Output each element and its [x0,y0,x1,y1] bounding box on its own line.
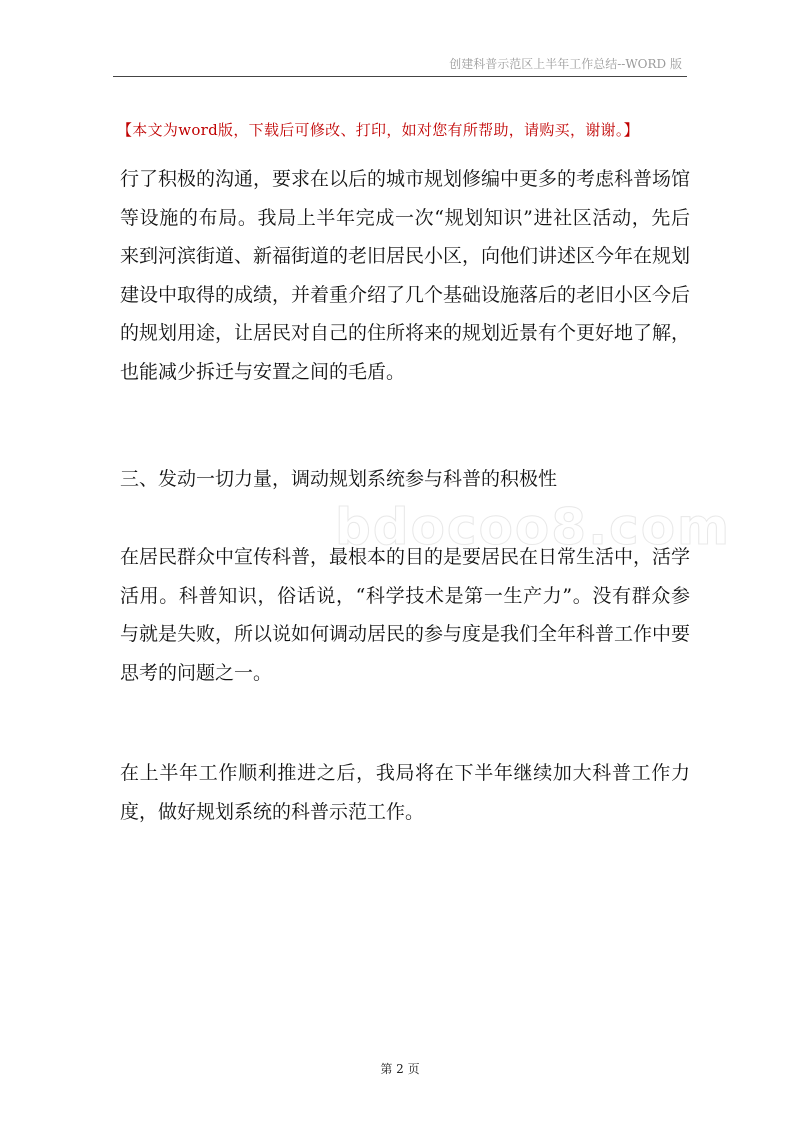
body-paragraph: 行了积极的沟通，要求在以后的城市规划修编中更多的考虑科普场馆等设施的布局。我局上半年完成一次“规划知识”进社区活动，先后来到河滨街道、新福街道的老旧居民小区，向他们讲述区今年在规划建设中取得的成绩，并着重介绍了几个基础设施落后的老旧小区今后的规划用途，让居民对自己的住所将来的规划近景有个更好地了解，也能减少拆迁与安置之间的毛盾。 [120,168,691,383]
section-heading: 三、发动一切力量，调动规划系统参与科普的积极性 [120,468,558,490]
watermark-logo: bdocoo8.com [335,498,732,556]
running-header: 创建科普示范区上半年工作总结--WORD 版 [449,57,682,71]
header-divider [113,76,687,77]
download-notice: 【本文为word版，下载后可修改、打印，如对您有所帮助，请购买，谢谢。】 [117,121,639,139]
body-paragraph: 在上半年工作顺利推进之后，我局将在下半年继续加大科普工作力度，做好规划系统的科普示范工作。 [120,762,690,823]
body-paragraph: 在居民群众中宣传科普，最根本的目的是要居民在日常生活中，活学活用。科普知识，俗话说，“科学技术是第一生产力”。没有群众参与就是失败，所以说如何调动居民的参与度是我们全年科普工作中要思考的问题之一。 [120,546,691,684]
page-number: 第 2 页 [380,1062,420,1076]
